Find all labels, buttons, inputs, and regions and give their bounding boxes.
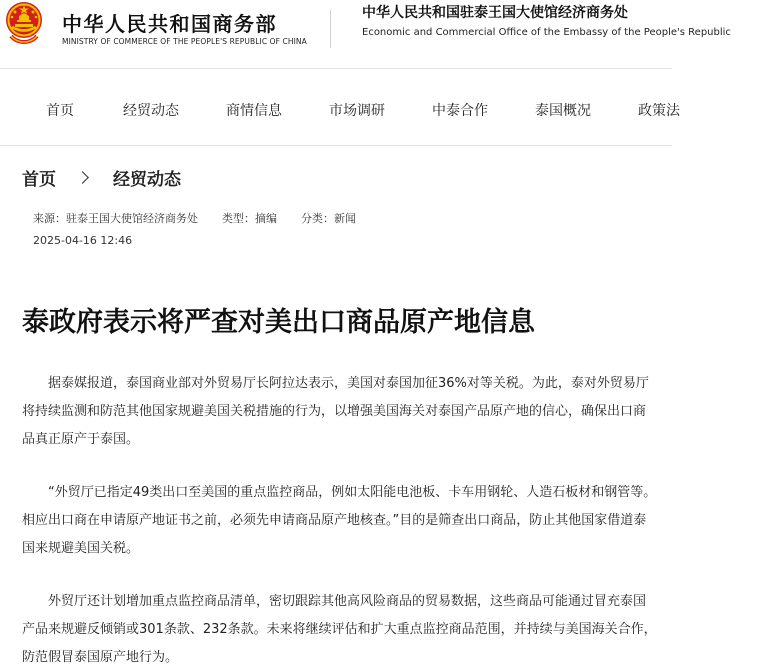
article-source: 来源：驻泰王国大使馆经济商务处 [33,212,198,225]
breadcrumb-home-link[interactable]: 首页 [22,170,56,190]
nav-item-china-thailand-cooperation[interactable]: 中泰合作 [432,103,488,119]
nav-item-thailand-overview[interactable]: 泰国概况 [535,103,591,119]
article-date-line [33,234,356,247]
article-paragraph: 外贸厅还计划增加重点监控商品清单，密切跟踪其他高风险商品的贸易数据，这些商品可能通过冒充泰国产品来规避反倾销或301条款、232条款。未来将继续评估和扩大重点监控商品范围，并持续与美国海关合作，防范假冒泰国原产地行为。 [22,594,657,665]
article-meta [33,210,356,247]
nav-item-business-info[interactable]: 商情信息 [226,103,282,119]
header-divider [330,10,331,48]
office-name-cn: 中华人民共和国驻泰王国大使馆经济商务处 [362,5,628,21]
nav-item-economic-news[interactable]: 经贸动态 [123,103,179,119]
article-body [22,370,658,672]
article-meta-line [33,210,356,226]
article-paragraph: 据泰媒报道，泰国商业部对外贸易厅长阿拉达表示，美国对泰国加征36%对等关税。为此，泰对外贸易厅将持续监测和防范其他国家规避美国关税措施的行为，以增强美国海关对泰国产品原产地的信心，确保出口商品真正原产于泰国。 [22,376,649,447]
chevron-right-icon [76,171,89,184]
national-emblem-icon [2,0,46,46]
site-header [0,0,731,68]
nav-item-policy-law[interactable]: 政策法 [638,103,680,119]
nav-item-market-research[interactable]: 市场调研 [329,103,385,119]
ministry-name-en: MINISTRY OF COMMERCE OF THE PEOPLE'S REPUBLIC OF CHINA [62,37,307,46]
article-datetime: 2025-04-16 12:46 [33,234,133,247]
main-navigation [0,68,680,146]
breadcrumb [22,165,181,190]
article-title: 泰政府表示将严查对美出口商品原产地信息 [22,307,535,339]
article-category: 分类：新闻 [301,212,356,225]
ministry-name-cn: 中华人民共和国商务部 [62,12,277,36]
article-type: 类型：摘编 [222,212,277,225]
main-navigation-items [0,69,760,145]
breadcrumb-current-link[interactable]: 经贸动态 [113,170,181,190]
article-paragraph: “外贸厅已指定49类出口至美国的重点监控商品，例如太阳能电池板、卡车用钢轮、人造石板材和钢管等。相应出口商在申请原产地证书之前，必须先申请商品原产地核查。”目的是筛查出口商品，防止其他国家借道泰国来规避美国关税。 [22,485,657,556]
office-name-en: Economic and Commercial Office of the Embassy of the People's Republic [362,27,731,38]
nav-item-home[interactable]: 首页 [46,103,74,119]
